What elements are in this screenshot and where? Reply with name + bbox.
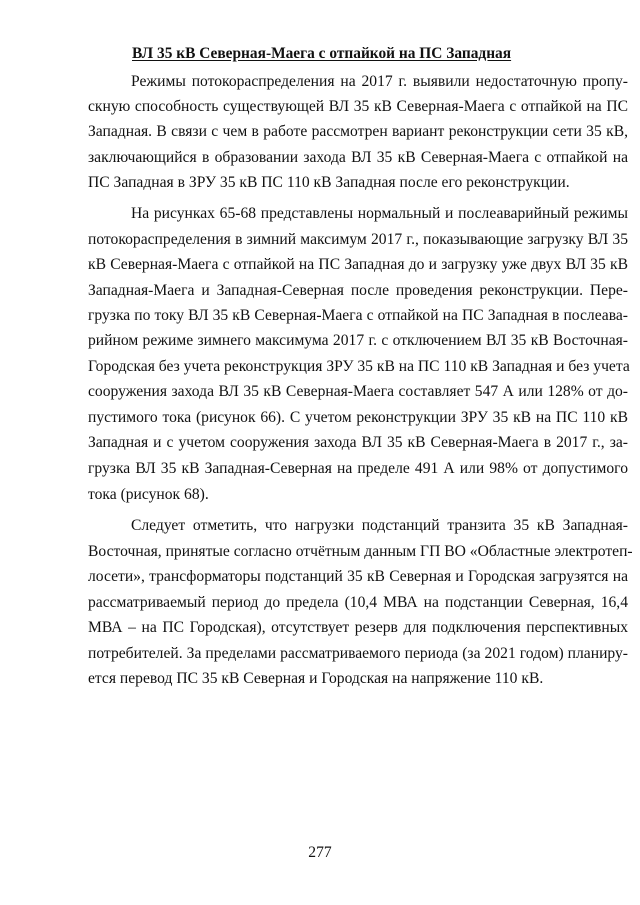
paragraph-3-line: Следует отметить, что нагрузки подстанций транзита 35 кВ Западная- [131, 517, 628, 534]
paragraph-2-line: рийном режиме зимнего максимума 2017 г. с отключением ВЛ 35 кВ Восточная- [88, 332, 628, 349]
paragraph-1-line: Западная. В связи с чем в работе рассмотрен вариант реконструкции сети 35 кВ, [88, 123, 628, 140]
paragraph-2-line: Городская без учета реконструкция ЗРУ 35 кВ на ПС 110 кВ Западная и без учета [88, 358, 630, 375]
section-heading: ВЛ 35 кВ Северная-Маега с отпайкой на ПС Западная [132, 45, 512, 62]
paragraph-2-line: На рисунках 65-68 представлены нормальный и послеаварийный режимы [131, 205, 628, 222]
paragraph-2-line: тока (рисунок 68). [88, 486, 209, 503]
paragraph-2-line: грузка ВЛ 35 кВ Западная-Северная на пределе 491 А или 98% от допустимого [88, 460, 628, 477]
paragraph-3-line: МВА – на ПС Городская), отсутствует резерв для подключения перспективных [88, 619, 628, 636]
paragraph-3-line: лосети», трансформаторы подстанций 35 кВ Северная и Городская загрузятся на [88, 568, 628, 585]
paragraph-1-line: скную способность существующей ВЛ 35 кВ Северная-Маега с отпайкой на ПС [88, 98, 628, 115]
paragraph-2-line: Западная-Маега и Западная-Северная после проведения реконструкции. Пере- [88, 282, 628, 299]
paragraph-1-line: заключающийся в образовании захода ВЛ 35 кВ Северная-Маега с отпайкой на [88, 149, 628, 166]
paragraph-1-line: ПС Западная в ЗРУ 35 кВ ПС 110 кВ Западная после его реконструкции. [88, 174, 570, 191]
paragraph-2-line: потокораспределения в зимний максимум 2017 г., показывающие загрузку ВЛ 35 [88, 231, 628, 248]
page-number: 277 [308, 844, 332, 861]
paragraph-2-line: пустимого тока (рисунок 66). С учетом реконструкции ЗРУ 35 кВ на ПС 110 кВ [88, 409, 628, 426]
paragraph-3-line: потребителей. За пределами рассматриваемого периода (за 2021 годом) планиру- [88, 645, 628, 662]
paragraph-3-line: Восточная, принятые согласно отчётным данным ГП ВО «Областные электротеп- [88, 543, 633, 560]
paragraph-3-line: ется перевод ПС 35 кВ Северная и Городская на напряжение 110 кВ. [88, 670, 544, 687]
paragraph-2-line: грузка по току ВЛ 35 кВ Северная-Маега с отпайкой на ПС Западная в послеава- [88, 307, 628, 324]
paragraph-2-line: кВ Северная-Маега с отпайкой на ПС Западная до и загрузку уже двух ВЛ 35 кВ [88, 256, 628, 273]
paragraph-3-line: рассматриваемый период до предела (10,4 МВА на подстанции Северная, 16,4 [88, 594, 628, 611]
paragraph-2-line: Западная и с учетом сооружения захода ВЛ 35 кВ Северная-Маега в 2017 г., за- [88, 434, 628, 451]
paragraph-2-line: сооружения захода ВЛ 35 кВ Северная-Маега составляет 547 А или 128% от до- [88, 383, 628, 400]
paragraph-1-line: Режимы потокораспределения на 2017 г. выявили недостаточную пропу- [131, 73, 628, 90]
